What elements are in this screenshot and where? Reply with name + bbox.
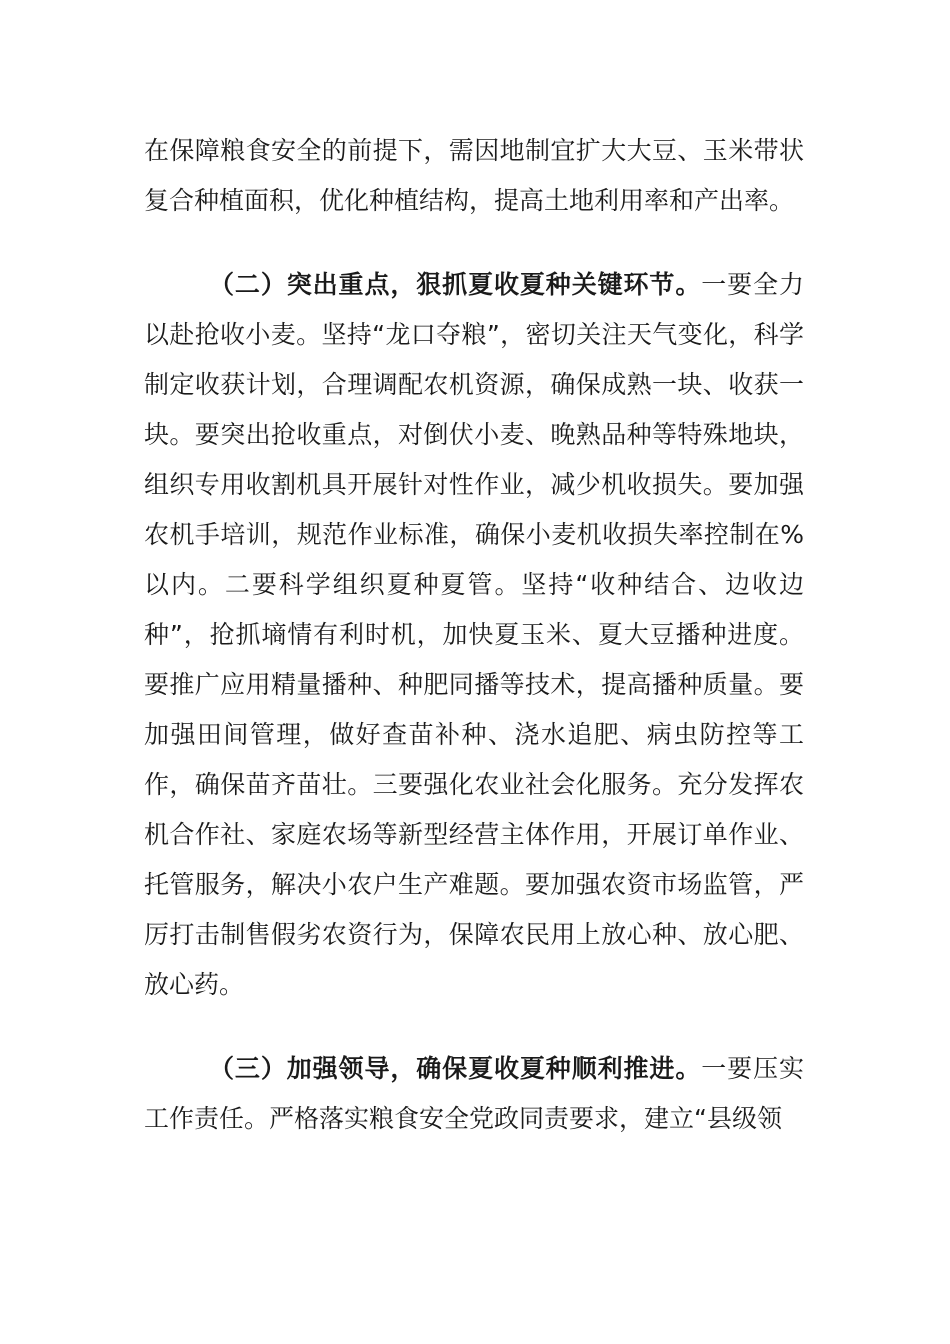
section-three-body: 一要压实工作责任。严格落实粮食安全党政同责要求，建立“县级领	[144, 1054, 804, 1133]
section-three-paragraph	[144, 1044, 804, 1144]
section-three-heading: （三）加强领导，确保夏收夏种顺利推进。	[209, 1054, 702, 1083]
section-two-paragraph	[144, 260, 804, 1010]
paragraph-text: 在保障粮食安全的前提下，需因地制宜扩大大豆、玉米带状复合种植面积，优化种植结构，提高土地利用率和产出率。	[144, 136, 804, 215]
paragraph-continuation	[144, 126, 804, 226]
document-page	[144, 126, 804, 1144]
section-two-body: 一要全力以赴抢收小麦。坚持“龙口夺粮”，密切关注天气变化，科学制定收获计划，合理调配农机资源，确保成熟一块、收获一块。要突出抢收重点，对倒伏小麦、晚熟品种等特殊地块，组织专用收割机具开展针对性作业，减少机收损失。要加强农机手培训，规范作业标准，确保小麦机收损失率控制在%以内。二要科学组织夏种夏管。坚持“收种结合、边收边种”，抢抓墒情有利时机，加快夏玉米、夏大豆播种进度。要推广应用精量播种、种肥同播等技术，提高播种质量。要加强田间管理，做好查苗补种、浇水追肥、病虫防控等工作，确保苗齐苗壮。三要强化农业社会化服务。充分发挥农机合作社、家庭农场等新型经营主体作用，开展订单作业、托管服务，解决小农户生产难题。要加强农资市场监管，严厉打击制售假劣农资行为，保障农民用上放心种、放心肥、放心药。	[144, 270, 804, 999]
section-two-heading: （二）突出重点，狠抓夏收夏种关键环节。	[209, 270, 702, 299]
